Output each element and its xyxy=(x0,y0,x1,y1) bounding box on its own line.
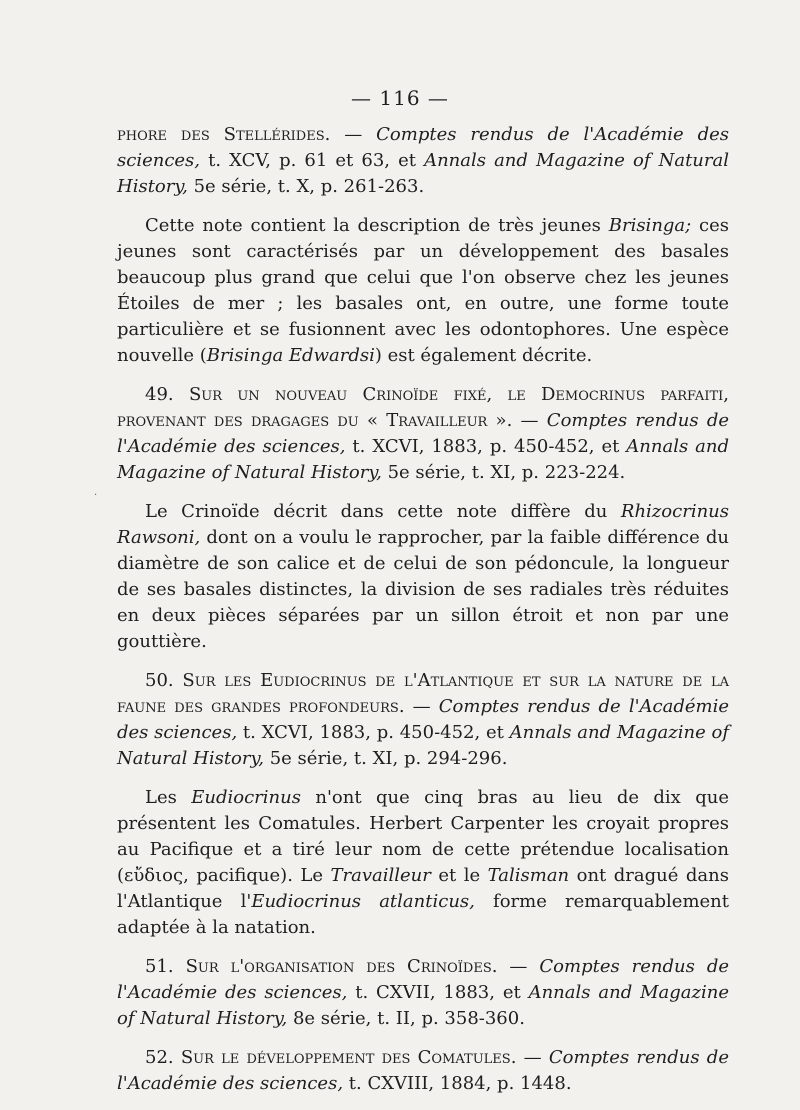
italic-text: Annals and Magazine of Natural History, xyxy=(117,722,729,769)
text-run: . — xyxy=(491,956,540,977)
entry-summary xyxy=(117,213,729,369)
text-run: 5e série, t. XI, p. 223-224. xyxy=(381,462,626,483)
text-run: . — xyxy=(324,124,377,145)
small-caps-text: 52. Sur le développement des Comatules xyxy=(145,1047,511,1068)
italic-text: Comptes rendus de l'Académie des sciences, xyxy=(117,696,729,743)
text-run: t. CXVII, 1883, et xyxy=(347,982,529,1003)
small-caps-text: phore des Stellérides xyxy=(117,124,325,145)
italic-text: Brisinga; xyxy=(608,215,692,236)
text-run: t. XCVI, 1883, p. 450-452, et xyxy=(345,436,627,457)
bibliography-entry-51 xyxy=(117,954,729,1032)
italic-text: Talisman xyxy=(487,865,570,886)
entry-summary xyxy=(117,785,729,941)
page-body xyxy=(117,122,729,1110)
text-run: dont on a voulu le rapprocher, par la faible différence du diamètre de son calice et de celui de son pédoncule, la longueur de ses basales distinctes, la division de ses radiales très réduites en deux pièces séparées par un sillon étroit et non par une gouttière. xyxy=(117,527,729,652)
text-run: t. CXVIII, 1884, p. 1448. xyxy=(343,1073,572,1094)
text-run: Les xyxy=(145,787,192,808)
bibliography-entry-52 xyxy=(117,1045,729,1097)
text-run: t. XCVI, 1883, p. 450-452, et xyxy=(237,722,510,743)
italic-text: Comptes rendus de l'Académie des sciences, xyxy=(117,956,729,1003)
text-run: n'ont que cinq bras au lieu de dix que présentent les Comatules. Herbert Carpenter les croyait propres au Pacifique et a tiré leur nom de cette prétendue localisation (εὔδιος, pacifique). Le xyxy=(117,787,729,886)
page-number: — 116 — xyxy=(351,86,449,110)
text-run: 5e série, t. X, p. 261-263. xyxy=(187,176,425,197)
text-run: ont dragué dans l'Atlantique l' xyxy=(117,865,729,912)
text-run: Le Crinoïde décrit dans cette note diffère du xyxy=(145,501,621,522)
small-caps-text: 49. Sur un nouveau Crinoïde fixé, le Democrinus parfaiti, provenant des dragages du « Travailleur » xyxy=(117,384,729,431)
text-run: 5e série, t. XI, p. 294-296. xyxy=(264,748,508,769)
text-run: Cette note contient la description de très jeunes xyxy=(145,215,609,236)
bibliography-entry-continued xyxy=(117,122,729,200)
italic-text: Eudiocrinus xyxy=(191,787,301,808)
italic-text: Travailleur xyxy=(330,865,431,886)
entry-summary xyxy=(117,499,729,655)
italic-text: Rhizocrinus Rawsoni, xyxy=(117,501,729,548)
text-run: . — xyxy=(506,410,547,431)
text-run: . — xyxy=(398,696,439,717)
margin-mark: · xyxy=(94,490,98,501)
italic-text: Eudiocrinus atlanticus, xyxy=(251,891,475,912)
italic-text: Annals and Magazine of Natural History, xyxy=(117,150,729,197)
text-run: et le xyxy=(430,865,488,886)
small-caps-text: 50. Sur les Eudiocrinus de l'Atlantique et sur la nature de la faune des grandes profondeurs xyxy=(117,670,729,717)
text-run: . — xyxy=(510,1047,549,1068)
text-run: forme remarquablement adaptée à la natation. xyxy=(117,891,729,938)
bibliography-entry-50 xyxy=(117,668,729,772)
text-run: ) est également décrite. xyxy=(374,345,593,366)
text-run: ces jeunes sont caractérisés par un développement des basales beaucoup plus grand que celui que l'on observe chez les jeunes Étoiles de mer ; les basales ont, en outre, une forme toute particulière et se fusionnent avec les odontophores. Une espèce nouvelle ( xyxy=(117,215,730,366)
text-run: 8e série, t. II, p. 358-360. xyxy=(287,1008,525,1029)
small-caps-text: 51. Sur l'organisation des Crinoïdes xyxy=(145,956,492,977)
italic-text: Annals and Magazine of Natural History, xyxy=(117,436,729,483)
bibliography-entry-49 xyxy=(117,382,729,486)
italic-text: Comptes rendus de l'Académie des sciences, xyxy=(117,124,729,171)
italic-text: Comptes rendus de l'Académie des sciences, xyxy=(117,1047,729,1094)
italic-text: Comptes rendus de l'Académie des sciences, xyxy=(117,410,729,457)
italic-text: Brisinga Edwardsi xyxy=(206,345,375,366)
italic-text: Annals and Magazine of Natural History, xyxy=(117,982,729,1029)
text-run: t. XCV, p. 61 et 63, et xyxy=(200,150,425,171)
